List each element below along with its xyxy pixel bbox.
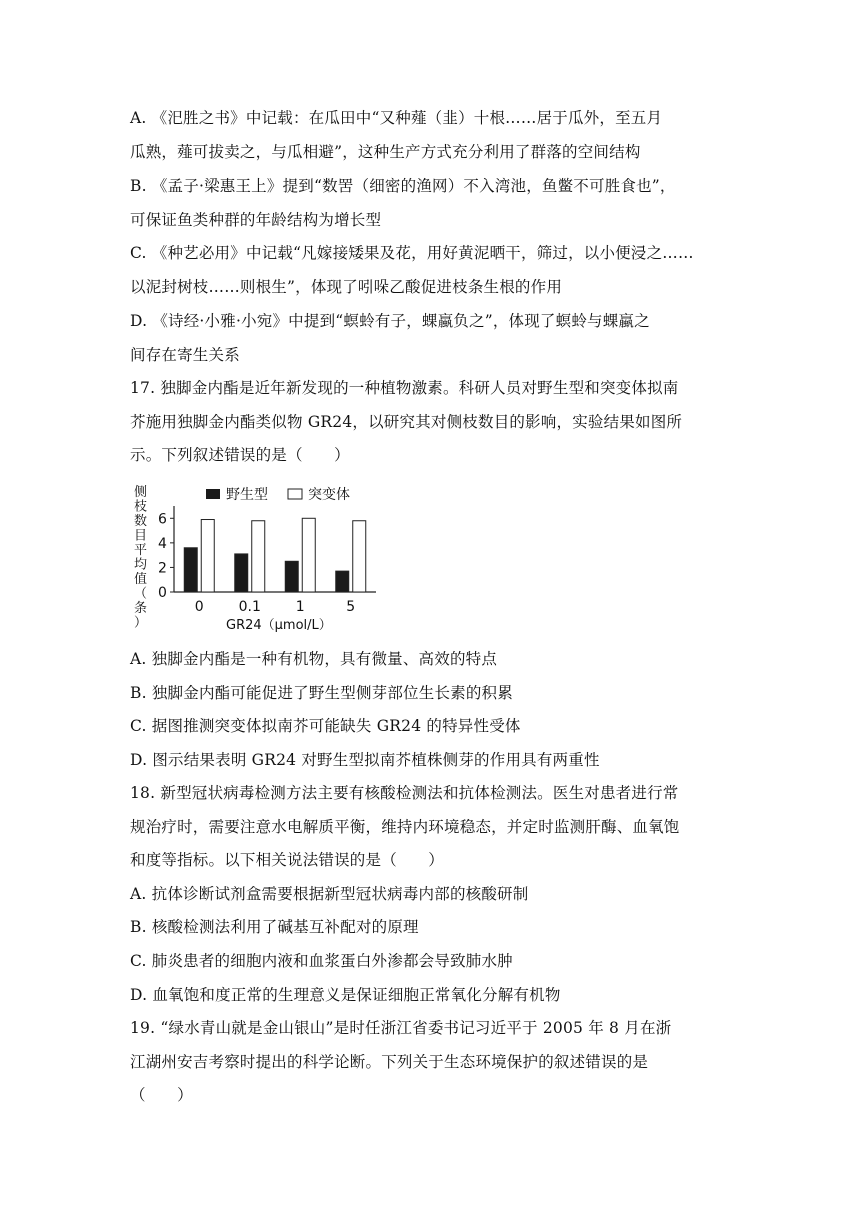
x-tick-label: 0	[194, 599, 204, 615]
q16-option-b-line2: 可保证鱼类种群的年龄结构为增长型	[130, 211, 382, 229]
q16-option-c-line1: C. 《种艺必用》中记载“凡嫁接矮果及花，用好黄泥晒干，筛过，以小便浸之……	[130, 244, 694, 262]
q16-option-a-line2: 瓜熟，薤可拔卖之，与瓜相避”，这种生产方式充分利用了群落的空间结构	[130, 143, 641, 161]
q17-stem-line3: 示。下列叙述错误的是（ ）	[130, 446, 350, 464]
y-axis-label-char: 数	[134, 514, 148, 529]
q16-option-d-line1: D. 《诗经·小雅·小宛》中提到“螟蛉有子，蜾蠃负之”，体现了螟蛉与蜾蠃之	[130, 312, 650, 330]
bar-wild	[235, 554, 248, 592]
q18-stem-line3: 和度等指标。以下相关说法错误的是（ ）	[130, 851, 445, 869]
bar-mutant	[201, 520, 214, 592]
q18-option-c: C. 肺炎患者的细胞内液和血浆蛋白外渗都会导致肺水肿	[130, 952, 513, 970]
y-axis-label-char: 均	[134, 557, 148, 573]
bar-wild	[336, 571, 349, 592]
q19-stem-line2: 江湖州安吉考察时提出的科学论断。下列关于生态环境保护的叙述错误的是	[130, 1053, 649, 1071]
x-axis-label: GR24（μmol/L）	[226, 618, 332, 633]
q18-stem-line1: 18. 新型冠状病毒检测方法主要有核酸检测法和抗体检测法。医生对患者进行常	[130, 784, 679, 802]
q16-option-c-line2: 以泥封树枝……则根生”，体现了吲哚乙酸促进枝条生根的作用	[130, 278, 563, 296]
y-tick-label: 0	[158, 585, 167, 601]
q16-option-a-line1: A. 《汜胜之书》中记载：在瓜田中“又种薤（韭）十根……居于瓜外，至五月	[130, 109, 663, 127]
y-axis-label-char: ）	[134, 615, 148, 631]
q18-stem-line2: 规治疗时，需要注意水电解质平衡，维持内环境稳态，并定时监测肝酶、血氧饱	[130, 818, 680, 836]
y-tick-label: 4	[158, 535, 167, 552]
q18-option-a: A. 抗体诊断试剂盒需要根据新型冠状病毒内部的核酸研制	[130, 885, 529, 903]
y-axis-label-char: 枝	[134, 499, 148, 515]
y-axis-label-char: 目	[134, 528, 148, 544]
x-tick-label: 0.1	[238, 599, 261, 615]
bar-wild	[285, 561, 298, 592]
y-tick-label: 2	[158, 560, 167, 577]
q19-stem-line3: （ ）	[130, 1086, 193, 1104]
bar-mutant	[353, 521, 366, 592]
q17-stem-line1: 17. 独脚金内酯是近年新发现的一种植物激素。科研人员对野生型和突变体拟南	[130, 379, 679, 397]
q16-option-b-line1: B. 《孟子·梁惠王上》提到“数罟（细密的渔网）不入湾池，鱼鳖不可胜食也”，	[130, 177, 676, 195]
q17-option-c: C. 据图推测突变体拟南芥可能缺失 GR24 的特异性受体	[130, 717, 521, 735]
bar-mutant	[302, 518, 315, 592]
q17-option-d: D. 图示结果表明 GR24 对野生型拟南芥植株侧芽的作用具有两重性	[130, 751, 600, 769]
bar-mutant	[252, 521, 265, 592]
y-axis-label-char: 侧	[134, 485, 148, 500]
q17-option-a: A. 独脚金内酯是一种有机物，具有微量、高效的特点	[130, 650, 498, 668]
legend-swatch-mutant	[288, 489, 302, 499]
bar-wild	[184, 548, 197, 592]
x-tick-label: 1	[295, 599, 305, 615]
y-axis-label-char: 条	[134, 601, 148, 616]
legend-label-wild: 野生型	[226, 487, 268, 503]
q16-option-d-line2: 间存在寄生关系	[130, 346, 240, 364]
q19-stem-line1: 19. “绿水青山就是金山银山”是时任浙江省委书记习近平于 2005 年 8 月在浙	[130, 1019, 672, 1037]
x-tick-label: 5	[346, 599, 356, 615]
y-axis-label	[134, 485, 147, 631]
y-axis-label-char: 平	[134, 543, 148, 558]
y-axis-label-char: （	[134, 586, 148, 602]
legend-label-mutant: 突变体	[308, 487, 350, 503]
y-axis-label-char: 值	[134, 572, 148, 587]
q17-option-b: B. 独脚金内酯可能促进了野生型侧芽部位生长素的积累	[130, 684, 513, 702]
q17-stem-line2: 芥施用独脚金内酯类似物 GR24，以研究其对侧枝数目的影响，实验结果如图所	[130, 413, 683, 431]
y-tick-label: 6	[158, 511, 167, 528]
gr24-bar-chart	[130, 480, 390, 640]
q18-option-d: D. 血氧饱和度正常的生理意义是保证细胞正常氧化分解有机物	[130, 986, 561, 1004]
q18-option-b: B. 核酸检测法利用了碱基互补配对的原理	[130, 918, 419, 936]
legend-swatch-wild	[206, 489, 220, 499]
